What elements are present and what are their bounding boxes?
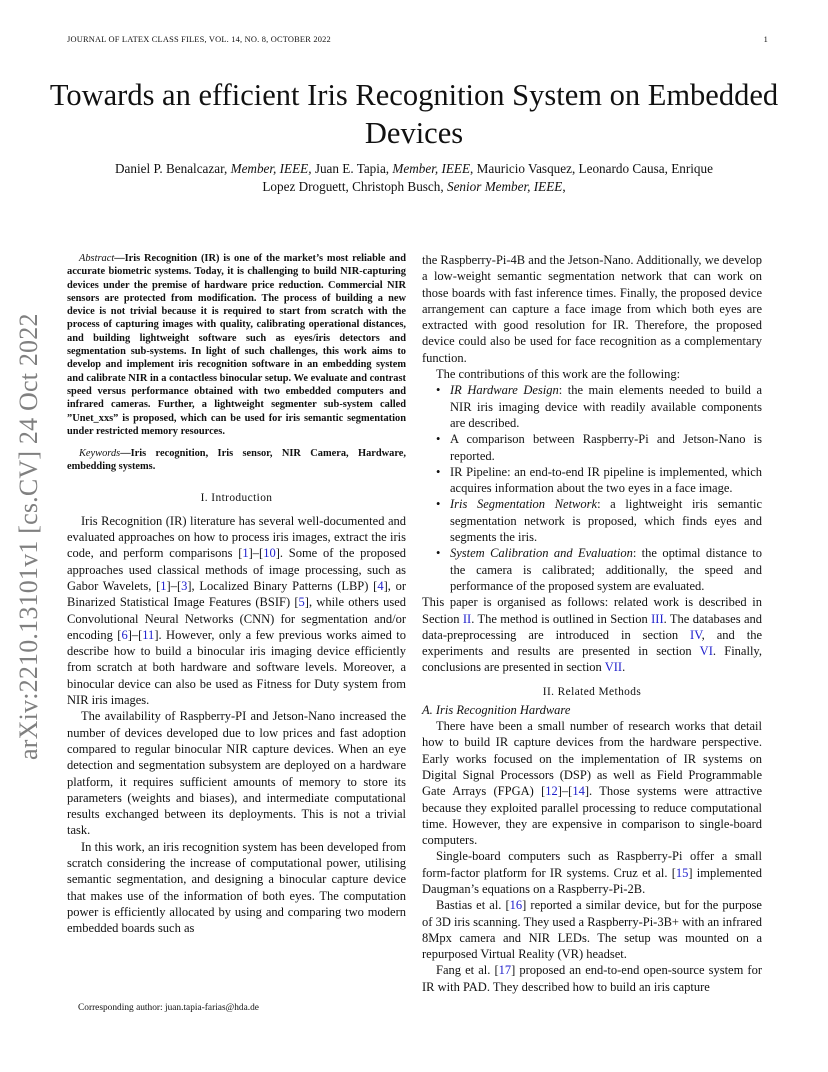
citation-link[interactable]: 5 — [298, 595, 305, 610]
author-role: Member, IEEE — [392, 161, 471, 176]
intro-paragraph-5: This paper is organised as follows: related work is described in Section II. The method is outlined in Section III. The databases and data-preprocessing are introduced in section IV, and the experiments and results are presented in section VI. Finally, conclusions are presented in section VII. — [422, 595, 762, 675]
page-number: 1 — [763, 35, 768, 44]
intro-paragraph-1: Iris Recognition (IR) literature has several well-documented and evaluated approaches on how to process iris images, extract the iris code, and perform comparisons [1]–[10]. Some of the proposed approaches used classical methods of image processing, such as Gabor Wavelets, [1]–[3], Localized Binary Patterns (LBP) [4], or Binarized Statistical Image Features (BSIF) [5], while others used Convolutional Neural Networks (CNN) for segmentation and/or encoding [6]–[11]. However, only a few previous works aimed to describe how to build a binocular iris imaging device efficiently from scratch at both hardware and software levels. Moreover, a binocular device can also be used as Fitness for Duty system from NIR iris images. — [67, 513, 406, 708]
arxiv-stamp: arXiv:2210.13101v1 [cs.CV] 24 Oct 2022 — [14, 313, 43, 760]
intro-paragraph-4: The contributions of this work are the following: — [436, 367, 681, 382]
citation-link[interactable]: 3 — [181, 578, 188, 593]
related-paragraph-3: Bastias et al. [16] reported a similar device, but for the purpose of 3D iris scanning. They used a Raspberry-Pi-3B+ with an infrared 8Mpx camera and NIR LEDs. The setup was mounted on a repurposed Virtual Reality (VR) headset. — [422, 898, 762, 962]
author-text: Lopez Droguett, Christoph Busch, — [262, 179, 447, 194]
citation-link[interactable]: 14 — [572, 784, 585, 799]
section-link[interactable]: II — [462, 611, 472, 626]
author-role: Member, IEEE, — [230, 161, 312, 176]
author-role: Senior Member, IEEE — [446, 179, 563, 194]
footnote-corresponding-author: Corresponding author: juan.tapia-farias@hda.de — [78, 1003, 259, 1013]
keywords-text: —Iris recognition, Iris sensor, NIR Camera, Hardware, embedding systems. — [67, 448, 406, 473]
list-item: • Iris Segmentation Network: a lightweight iris semantic segmentation network is proposed, which finds eyes and segments the iris. — [436, 497, 762, 545]
abstract-label: Abstract — [79, 253, 115, 264]
author-text: Juan E. Tapia, — [311, 161, 393, 176]
section-link[interactable]: VII — [604, 660, 623, 675]
keywords-label: Keywords — [79, 448, 121, 460]
list-item: • A comparison between Raspberry-Pi and Jetson-Nano is reported. — [436, 432, 762, 463]
citation-link[interactable]: 1 — [242, 546, 249, 561]
author-text: Daniel P. Benalcazar, — [115, 161, 231, 176]
keywords — [67, 447, 406, 474]
intro-paragraph-3: In this work, an iris recognition system has been developed from scratch considering the increase of computational power, utilising semantic segmentation, and designing a binocular capture device that makes use of the information of both eyes. The computation power is efficiently allocated by using and comparing two modern embedded boards such as — [67, 839, 406, 936]
citation-link[interactable]: 6 — [121, 627, 128, 642]
author-list — [40, 160, 788, 196]
related-paragraph-1: There have been a small number of research works that detail how to build IR capture devices from the hardware perspective. Early works focused on the implementation of IR systems on Digital Signal Processors (DSP) as well as Field Programmable Gate Arrays (FPGA) [12]–[14]. Those systems were attractive because they exploited parallel processing to reduce computational time. However, they are expensive in comparison to single-board computers. — [422, 719, 763, 848]
related-paragraph-4: Fang et al. [17] proposed an end-to-end open-source system for IR with PAD. They described how to build an iris capture — [422, 963, 762, 994]
section-heading-related-methods: II. Related Methods — [542, 685, 642, 698]
journal-name: JOURNAL OF LATEX CLASS FILES, VOL. 14, NO. 8, OCTOBER 2022 — [67, 35, 331, 44]
right-column — [422, 252, 762, 995]
citation-link[interactable]: 10 — [263, 546, 276, 561]
section-link[interactable]: VI — [699, 644, 713, 659]
paper-title: Towards an efficient Iris Recognition System on Embedded Devices — [49, 78, 779, 150]
citation-link[interactable]: 12 — [545, 784, 558, 799]
subsection-heading: A. Iris Recognition Hardware — [422, 702, 571, 717]
running-head — [67, 35, 768, 44]
intro-paragraph-2: The availability of Raspberry-PI and Jetson-Nano increased the number of devices developed due to low prices and fast adoption compared to regular binocular NIR capture devices. When an eye detection and segmentation subsystem are deployed on a hardware platform, it requires sufficient amounts of memory to store its parameters (weights and biases), and intermediate computational results exchanged between its deployments. This is not a trivial task. — [67, 709, 406, 838]
author-text: , Mauricio Vasquez, Leonardo Causa, Enrique — [470, 161, 713, 176]
author-text: , — [562, 179, 566, 194]
list-item: • IR Hardware Design: the main elements needed to build a NIR iris imaging device with readily available components are described. — [436, 383, 762, 430]
citation-link[interactable]: 17 — [498, 963, 512, 978]
citation-link[interactable]: 15 — [675, 865, 689, 880]
section-heading-introduction: I. Introduction — [200, 491, 273, 504]
contribution-list — [422, 382, 762, 594]
related-paragraph-2: Single-board computers such as Raspberry-Pi offer a small form-factor platform for IR systems. Cruz et al. [15] implemented Daugman’s equations on a Raspberry-Pi-2B. — [422, 849, 763, 896]
left-column — [67, 252, 406, 936]
citation-link[interactable]: 11 — [142, 627, 155, 642]
abstract — [67, 252, 406, 438]
citation-link[interactable]: 16 — [509, 898, 523, 913]
citation-link[interactable]: 1 — [160, 578, 167, 593]
list-item: • IR Pipeline: an end-to-end IR pipeline is implemented, which acquires information about the two eyes in a face image. — [436, 464, 762, 496]
section-link[interactable]: III — [651, 611, 664, 626]
list-item: • System Calibration and Evaluation: the optimal distance to the camera is calibrated; additionally, the speed and performance of the proposed system are evaluated. — [436, 546, 762, 593]
section-link[interactable]: IV — [690, 627, 702, 642]
intro-paragraph-3-continued: the Raspberry-Pi-4B and the Jetson-Nano. Additionally, we develop a low-weight semantic segmentation network that can work on those boards with fast inference times. Finally, the proposed device arrangement can capture a face image from which both eyes are extracted with good resolution for IR. Therefore, the proposed device could also be used for face recognition as a complementary function. — [422, 253, 762, 365]
citation-link[interactable]: 4 — [377, 578, 384, 593]
abstract-text: —Iris Recognition (IR) is one of the market’s most reliable and accurate biometric systems. Today, it is challenging to build NIR-capturing devices under the premise of hardware price reduction. Commercial NIR sensors are protected from modification. The process of building a new device is not trivial because it is required to start from scratch with the process of capturing images with quality, calibrating operational distances, and building lightweight software such as eyes/iris detectors and segmentation sub-systems. In light of such challenges, this work aims to develop and implement iris recognition software in an embedding system and calibrate NIR in a contactless binocular setup. We evaluate and contrast speed versus performance obtained with two embedded computers and infrared cameras. Further, a lightweight segmenter sub-system called ”Unet_xxs” is proposed, which can be used for iris semantic segmentation under restricted memory resources. — [67, 253, 406, 437]
